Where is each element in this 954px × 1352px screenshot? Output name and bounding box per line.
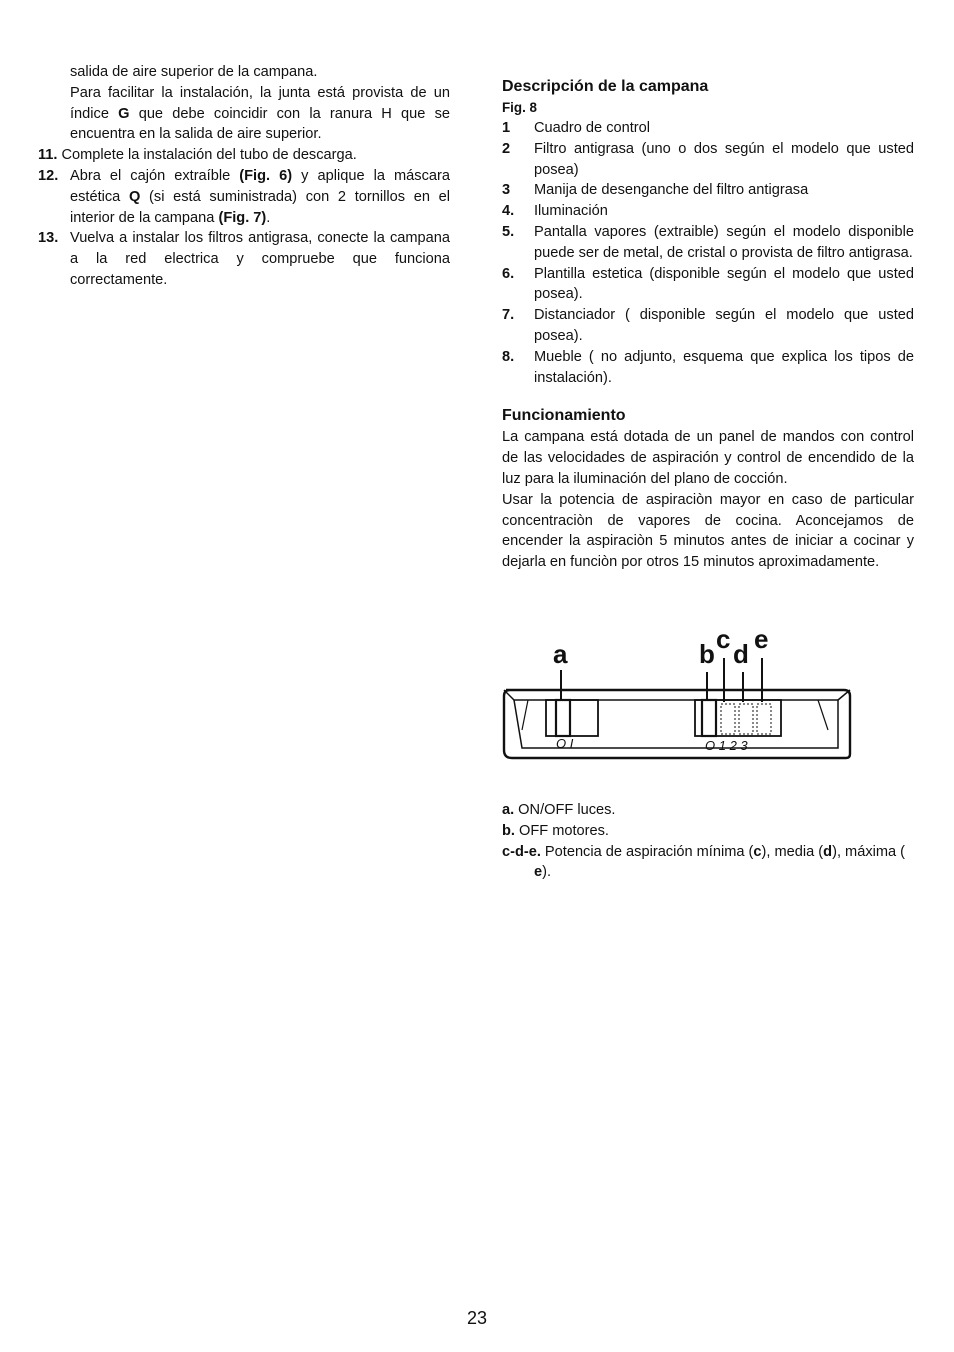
list-item xyxy=(502,347,914,389)
operation-paragraph-1: La campana está dotada de un panel de mandos con control de las velocidades de aspiración y control de encendido de la luz para la iluminación del plano de cocción. xyxy=(502,429,914,487)
step-text: Vuelva a instalar los filtros antigrasa, conecte la campana a la red electrica y compruebe que funciona correctamente. xyxy=(70,230,450,288)
item-text: Iluminación xyxy=(534,203,608,220)
right-column xyxy=(502,76,914,573)
list-item xyxy=(502,118,914,139)
item-number: 6. xyxy=(502,265,515,282)
step-text: Abra el cajón extraíble (Fig. 6) y aplique la máscara estética Q (si está suministrada) con 2 tornillos en el interior de la campana (Fig. 7). xyxy=(70,167,450,226)
label-e: e xyxy=(754,624,769,654)
item-text: Cuadro de control xyxy=(534,120,651,136)
list-item xyxy=(502,139,914,181)
section-heading-operation: Funcionamiento xyxy=(502,407,626,425)
list-item xyxy=(502,264,914,306)
step-13 xyxy=(38,228,450,290)
list-item xyxy=(502,222,914,264)
step-12 xyxy=(38,166,450,228)
page-number: 23 xyxy=(466,1308,488,1328)
step-11 xyxy=(38,145,450,166)
control-panel-figure xyxy=(498,620,858,770)
scale-motor: O 1 2 3 xyxy=(705,738,748,753)
intro-line: salida de aire superior de la campana. xyxy=(70,64,318,80)
label-a: a xyxy=(553,639,568,669)
item-number: 7. xyxy=(502,307,515,324)
item-number: 1 xyxy=(502,120,511,136)
left-column xyxy=(38,62,450,291)
item-text: Mueble ( no adjunto, esquema que explica los tipos de instalación). xyxy=(534,348,914,386)
list-item xyxy=(502,201,914,222)
list-item xyxy=(502,305,914,347)
item-number: 5. xyxy=(502,223,515,240)
step-number: 12. xyxy=(38,167,59,184)
step-text: Complete la instalación del tubo de descarga. xyxy=(61,147,357,164)
item-text: Manija de desenganche del filtro antigrasa xyxy=(534,182,809,199)
step-number: 11. xyxy=(38,147,58,164)
item-text: Filtro antigrasa (uno o dos según el modelo que usted posea) xyxy=(534,140,914,178)
item-text: Pantalla vapores (extraible) según el modelo disponible puede ser de metal, de cristal o provista de filtro antigrasa. xyxy=(534,223,914,261)
figure-reference: Fig. 8 xyxy=(502,100,537,115)
section-heading-description: Descripción de la campana xyxy=(502,78,709,95)
label-d: d xyxy=(733,639,749,669)
parts-list xyxy=(502,118,914,388)
scale-light: O I xyxy=(556,736,574,751)
list-item xyxy=(502,180,914,201)
item-text: Distanciador ( disponible según el modelo que usted posea). xyxy=(534,307,914,344)
item-number: 3 xyxy=(502,182,511,199)
legend-item-a: a. ON/OFF luces. xyxy=(502,802,616,818)
label-c: c xyxy=(716,624,731,654)
item-number: 2 xyxy=(502,140,511,157)
label-b: b xyxy=(699,639,715,669)
item-text: Plantilla estetica (disponible según el modelo que usted posea). xyxy=(534,265,914,303)
item-number: 8. xyxy=(502,348,515,365)
control-panel-diagram xyxy=(498,620,858,770)
legend-item-cde: c-d-e. Potencia de aspiración mínima (c), media (d), máxima ( e). xyxy=(502,843,906,881)
intro-paragraph: Para facilitar la instalación, la junta está provista de un índice G que debe coincidir con la ranura H que se encuentra en la salida de aire superior. xyxy=(70,84,450,143)
legend-item-b: b. OFF motores. xyxy=(502,822,609,839)
item-number: 4. xyxy=(502,203,515,220)
operation-paragraph-2: Usar la potencia de aspiraciòn mayor en caso de particular concentraciòn de vapores de cocina. Aconcejamos de encender la aspiraciòn 5 minutos antes de iniciar a cocinar y dejarla en funciòn por otros 15 minutos aproximadamente. xyxy=(502,491,914,571)
step-number: 13. xyxy=(38,230,59,247)
figure-legend xyxy=(502,800,914,883)
